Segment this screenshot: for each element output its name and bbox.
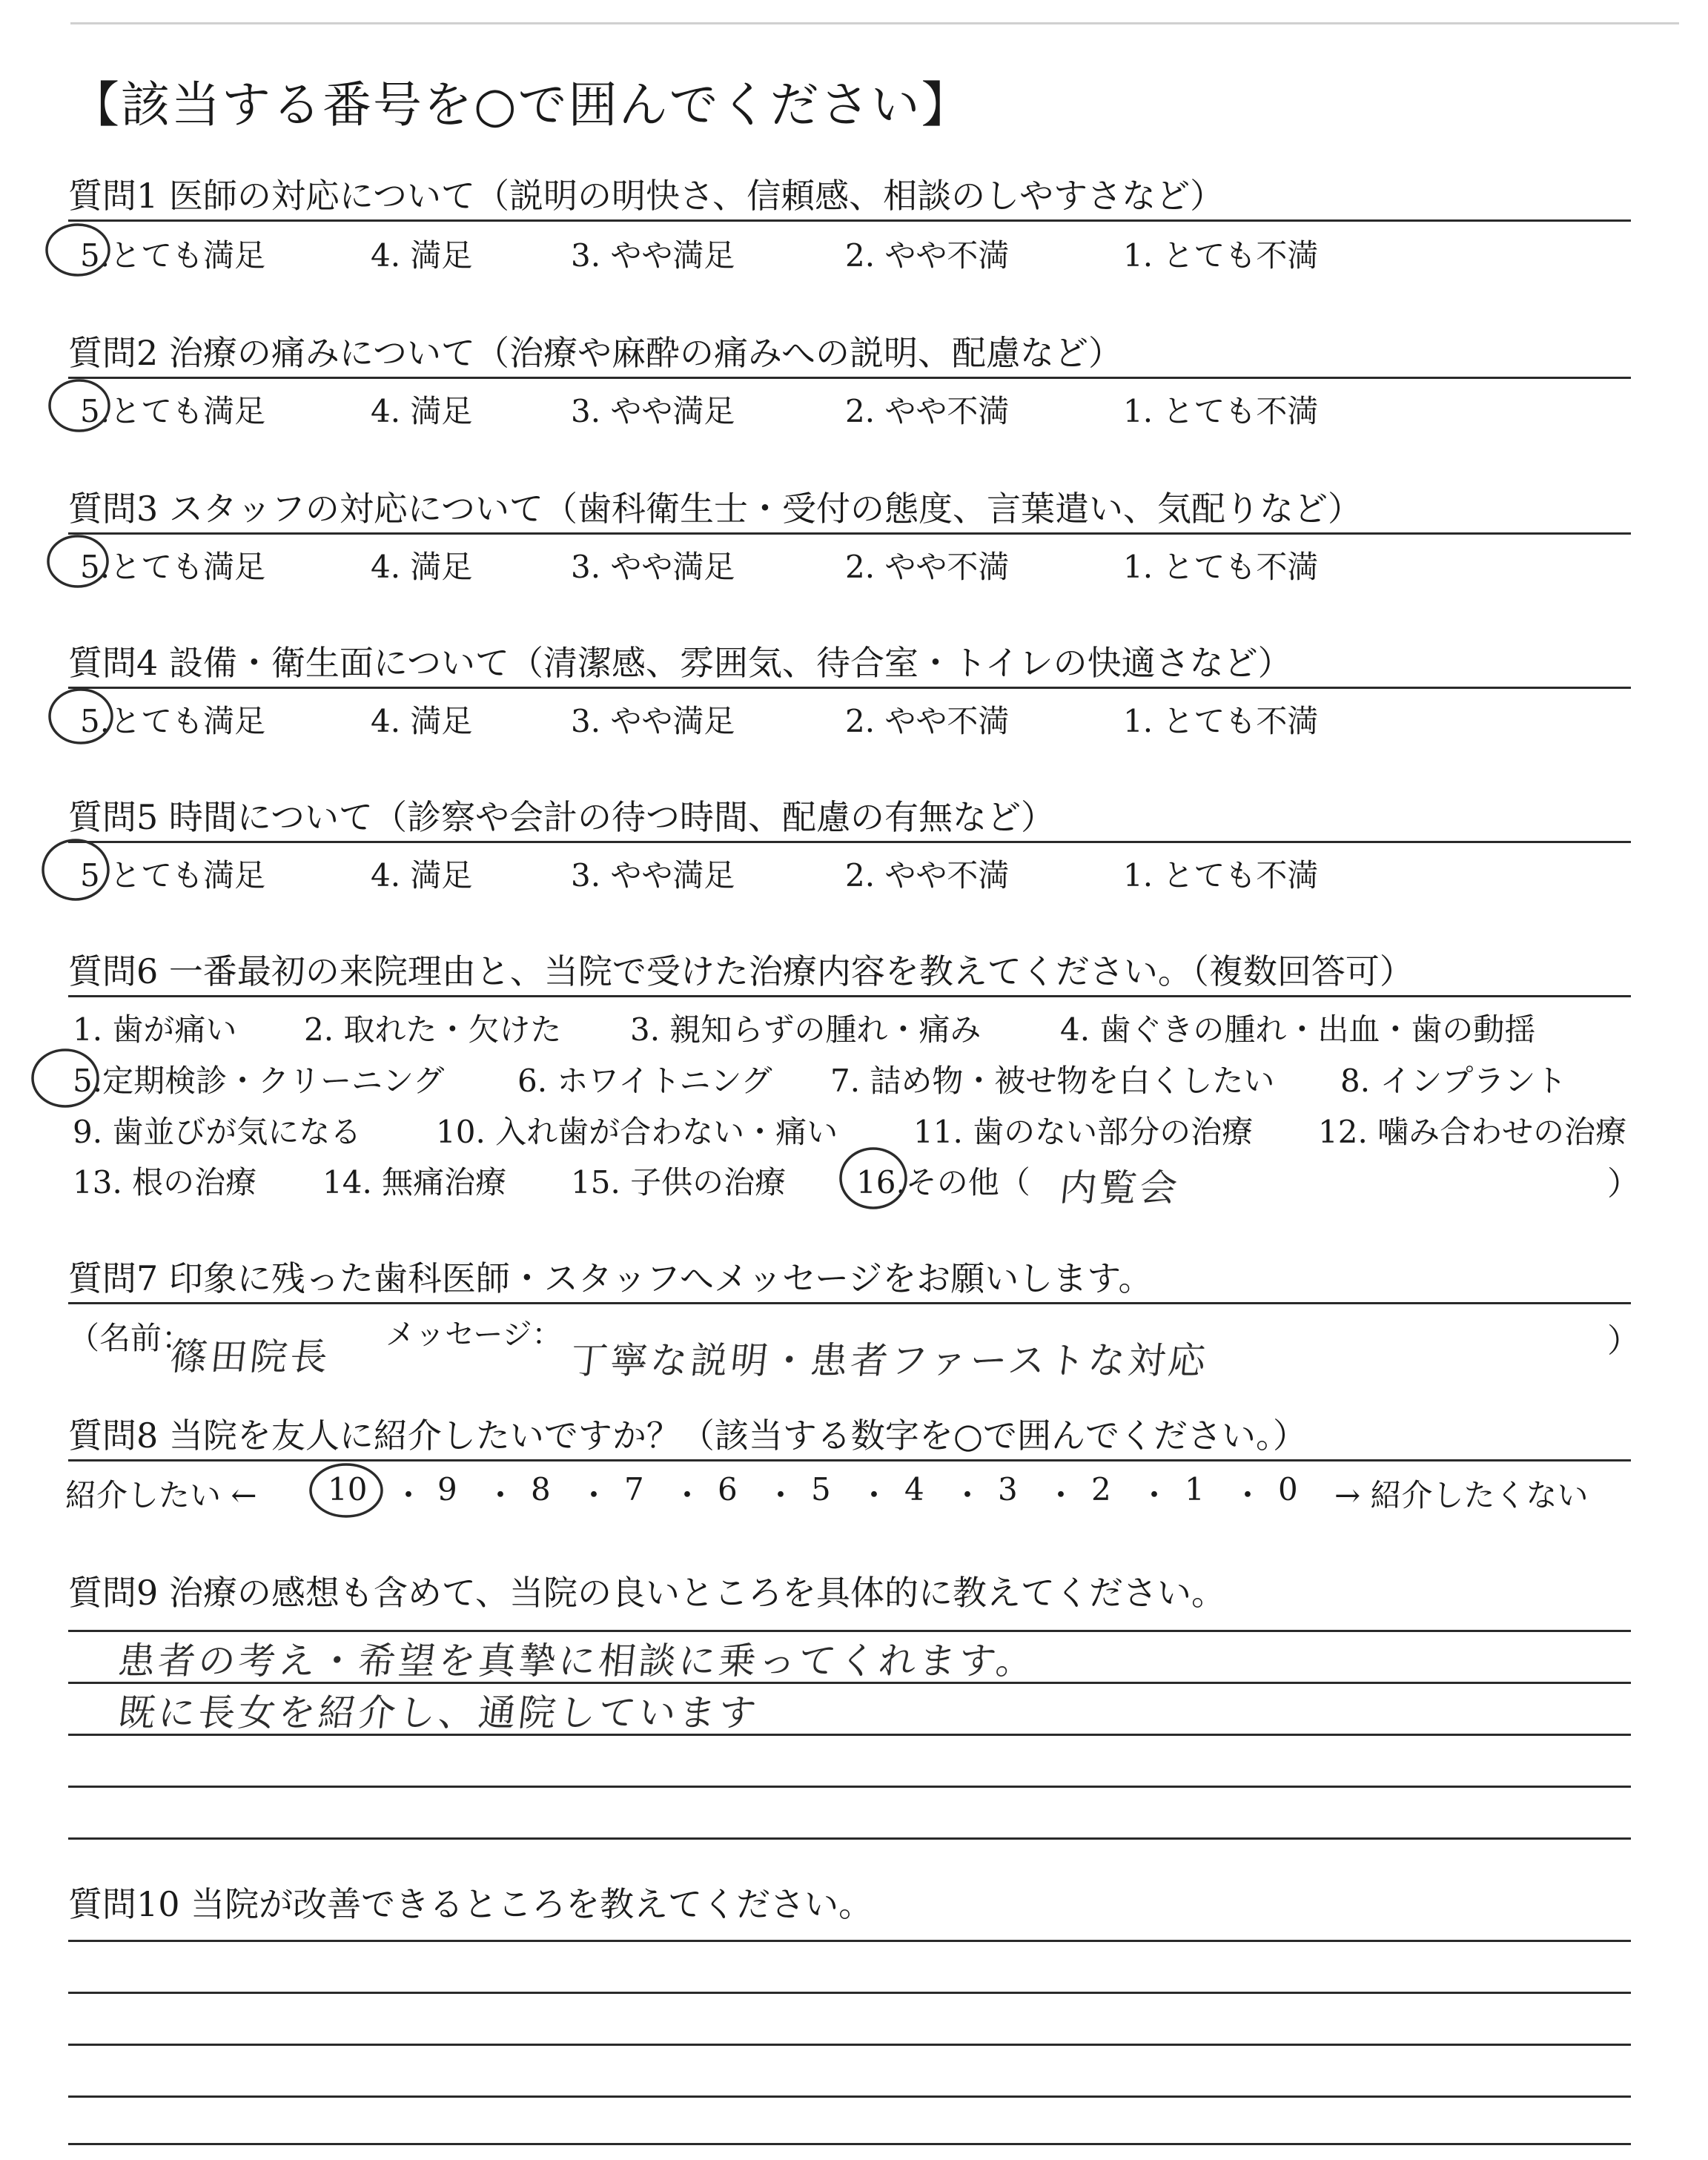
q5-option-3[interactable]: 3. やや満足 — [571, 857, 735, 894]
q3-option-2[interactable]: 2. やや不満 — [845, 549, 1010, 585]
q6-option-10[interactable]: 10. 入れ歯が合わない・痛い — [436, 1114, 838, 1150]
q6-option-12[interactable]: 12. 噛み合わせの治療 — [1318, 1114, 1627, 1150]
question-3-label: 質問3 スタッフの対応について（歯科衛生士・受付の態度、言葉遣い、気配りなど） — [68, 489, 1362, 529]
q8-scale-dot: ・ — [1045, 1477, 1077, 1513]
question-2-label: 質問2 治療の痛みについて（治療や麻酔の痛みへの説明、配慮など） — [68, 333, 1123, 373]
q6-option-13[interactable]: 13. 根の治療 — [73, 1164, 257, 1200]
q8-scale-3[interactable]: 3 — [998, 1471, 1018, 1507]
q8-scale-dot: ・ — [672, 1477, 704, 1513]
question-5-label: 質問5 時間について（診察や会計の待つ時間、配慮の有無など） — [68, 797, 1055, 837]
q8-scale-dot: ・ — [858, 1477, 890, 1513]
q6-option-11[interactable]: 11. 歯のない部分の治療 — [913, 1114, 1254, 1150]
question-7-label: 質問7 印象に残った歯科医師・スタッフへメッセージをお願いします。 — [68, 1258, 1153, 1298]
q8-scale-dot: ・ — [1232, 1477, 1264, 1513]
q8-scale-dot: ・ — [485, 1477, 517, 1513]
q6-selection-circle-16 — [836, 1145, 910, 1212]
q7-name-label: （名前： — [68, 1320, 193, 1356]
q7-name-handwritten: 篠田院長 — [168, 1335, 333, 1378]
q9-handwritten-line-1: 患者の考え・希望を真摯に相談に乗ってくれます。 — [116, 1639, 1039, 1682]
q7-message-label: メッセージ： — [385, 1318, 562, 1352]
q6-option-16[interactable]: 16.その他（ — [856, 1164, 1030, 1200]
q1-option-4[interactable]: 4. 満足 — [371, 237, 473, 274]
q1-option-2[interactable]: 2. やや不満 — [845, 237, 1010, 274]
q1-option-5[interactable]: 5.とても満足 — [80, 237, 266, 274]
question-9-rule-4 — [68, 1786, 1631, 1788]
q6-option-9[interactable]: 9. 歯並びが気になる — [73, 1114, 362, 1150]
question-1-label: 質問1 医師の対応について（説明の明快さ、信頼感、相談のしやすさなど） — [68, 176, 1225, 216]
q2-selection-circle — [46, 378, 113, 434]
q5-option-2[interactable]: 2. やや不満 — [845, 857, 1010, 894]
q7-message-handwritten: 丁寧な説明・患者ファーストな対応 — [568, 1339, 1211, 1382]
question-10-rule-1 — [68, 1940, 1631, 1942]
question-9-label: 質問9 治療の感想も含めて、当院の良いところを具体的に教えてください。 — [68, 1573, 1225, 1613]
q8-scale-dot: ・ — [1139, 1477, 1171, 1513]
question-4-rule — [68, 687, 1631, 689]
q1-selection-circle — [44, 222, 111, 278]
page-title: 【該当する番号を○で囲んでください】 — [70, 76, 972, 133]
q8-left-label: 紹介したい ← — [65, 1477, 257, 1513]
question-9-rule-3 — [68, 1734, 1631, 1736]
question-8-rule — [68, 1459, 1631, 1462]
q8-scale-10[interactable]: 10 — [328, 1471, 368, 1507]
q8-right-label: → 紹介したくない — [1334, 1477, 1589, 1513]
q6-option-2[interactable]: 2. 取れた・欠けた — [304, 1011, 562, 1048]
question-5-rule — [68, 841, 1631, 843]
q5-option-5[interactable]: 5 とても満足 — [80, 857, 266, 894]
q8-selection-circle — [305, 1461, 387, 1520]
q1-option-3[interactable]: 3. やや満足 — [571, 237, 735, 274]
q6-option-6[interactable]: 6. ホワイトニング — [517, 1063, 772, 1099]
q6-other-handwritten: 内覧会 — [1057, 1166, 1182, 1209]
q9-handwritten-line-2: 既に長女を紹介し、通院しています — [116, 1691, 761, 1734]
question-7-rule — [68, 1302, 1631, 1304]
q6-option-8[interactable]: 8. インプラント — [1340, 1063, 1567, 1099]
question-1-rule — [68, 219, 1631, 222]
q8-scale-2[interactable]: 2 — [1091, 1471, 1111, 1507]
q2-option-2[interactable]: 2. やや不満 — [845, 393, 1010, 429]
question-9-rule-5 — [68, 1837, 1631, 1840]
q6-option-4[interactable]: 4. 歯ぐきの腫れ・出血・歯の動揺 — [1060, 1011, 1536, 1048]
question-10-rule-5 — [68, 2143, 1631, 2145]
question-10-rule-3 — [68, 2044, 1631, 2046]
q8-scale-dot: ・ — [393, 1477, 425, 1513]
q4-option-4[interactable]: 4. 満足 — [371, 703, 473, 739]
q6-option-14[interactable]: 14. 無痛治療 — [322, 1164, 507, 1200]
q5-option-4[interactable]: 4. 満足 — [371, 857, 473, 894]
question-2-rule — [68, 377, 1631, 379]
q8-scale-7[interactable]: 7 — [624, 1471, 644, 1507]
q4-option-3[interactable]: 3. やや満足 — [571, 703, 735, 739]
q3-option-5[interactable]: 5.とても満足 — [80, 549, 266, 585]
q4-option-2[interactable]: 2. やや不満 — [845, 703, 1010, 739]
q6-option-3[interactable]: 3. 親知らずの腫れ・痛み — [630, 1011, 982, 1048]
q7-close-paren: ） — [1607, 1322, 1640, 1360]
q8-scale-dot: ・ — [952, 1477, 984, 1513]
question-6-label: 質問6 一番最初の来院理由と、当院で受けた治療内容を教えてください。（複数回答可） — [68, 951, 1414, 991]
q6-option-7[interactable]: 7. 詰め物・被せ物を白くしたい — [830, 1063, 1275, 1099]
q1-option-1[interactable]: 1. とても不満 — [1123, 237, 1319, 274]
question-6-rule — [68, 995, 1631, 997]
q2-option-5[interactable]: 5.とても満足 — [80, 393, 266, 429]
q6-option-1[interactable]: 1. 歯が痛い — [73, 1011, 237, 1048]
q6-other-close-paren: ） — [1607, 1165, 1640, 1203]
question-8-label: 質問8 当院を友人に紹介したいですか？（該当する数字を○で囲んでください。） — [68, 1416, 1308, 1456]
q5-option-1[interactable]: 1. とても不満 — [1123, 857, 1319, 894]
q8-scale-9[interactable]: 9 — [437, 1471, 457, 1507]
question-10-rule-2 — [68, 1992, 1631, 1994]
q6-selection-circle-5 — [28, 1046, 102, 1112]
q4-option-5[interactable]: 5.とても満足 — [80, 703, 266, 739]
q3-option-3[interactable]: 3. やや満足 — [571, 549, 735, 585]
question-3-rule — [68, 532, 1631, 535]
q6-option-5[interactable]: 5.定期検診・クリーニング — [73, 1063, 445, 1099]
q2-option-1[interactable]: 1. とても不満 — [1123, 393, 1319, 429]
q2-option-3[interactable]: 3. やや満足 — [571, 393, 735, 429]
question-10-rule-4 — [68, 2095, 1631, 2098]
q8-scale-4[interactable]: 4 — [904, 1471, 924, 1507]
q6-option-15[interactable]: 15. 子供の治療 — [571, 1164, 787, 1200]
q2-option-4[interactable]: 4. 満足 — [371, 393, 473, 429]
q8-scale-5[interactable]: 5 — [811, 1471, 831, 1507]
q8-scale-1[interactable]: 1 — [1185, 1471, 1205, 1507]
q3-option-1[interactable]: 1. とても不満 — [1123, 549, 1319, 585]
q8-scale-6[interactable]: 6 — [718, 1471, 738, 1507]
q3-option-4[interactable]: 4. 満足 — [371, 549, 473, 585]
q4-selection-circle — [46, 687, 116, 746]
q3-selection-circle — [44, 534, 111, 589]
q8-scale-dot: ・ — [578, 1477, 610, 1513]
q5-selection-circle — [39, 836, 113, 903]
q8-scale-8[interactable]: 8 — [531, 1471, 551, 1507]
question-4-label: 質問4 設備・衛生面について（清潔感、雰囲気、待合室・トイレの快適さなど） — [68, 643, 1292, 683]
top-border — [70, 22, 1679, 24]
q8-scale-dot: ・ — [765, 1477, 797, 1513]
question-10-label: 質問10 当院が改善できるところを教えてください。 — [68, 1884, 873, 1924]
q4-option-1[interactable]: 1. とても不満 — [1123, 703, 1319, 739]
q8-scale-0[interactable]: 0 — [1278, 1471, 1298, 1507]
